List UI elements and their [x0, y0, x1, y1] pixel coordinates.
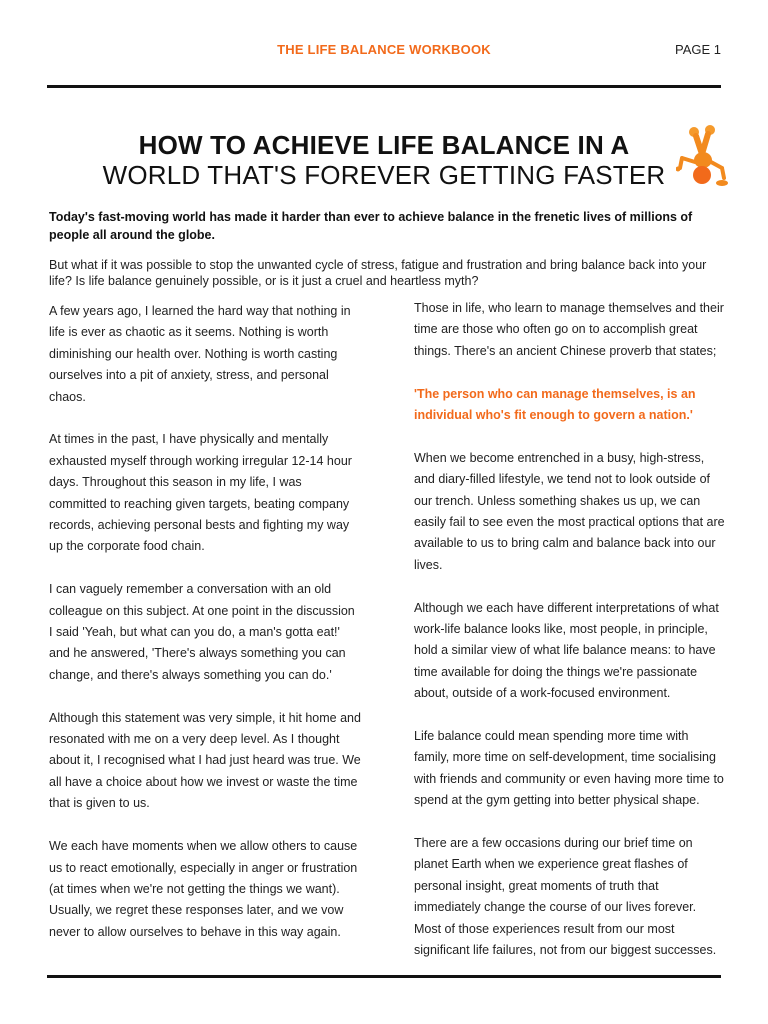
- body-paragraph: At times in the past, I have physically and mentally exhausted myself through working irregular 12-14 hour days. Throughout this season in my life, I was committed to reaching given targets, beating company records, achieving personal bests and fighting my way up the corporate food chain.: [49, 432, 352, 554]
- body-paragraph: When we become entrenched in a busy, high-stress, and diary-filled lifestyle, we tend not to look outside of our trench. Unless something shakes us up, we can easily fail to see even the most practical options that are available to us to bring calm and balance back into our lives.: [414, 450, 725, 572]
- body-paragraph: I can vaguely remember a conversation with an old colleague on this subject. At one point in the discussion I said 'Yeah, but what can you do, a man's gotta eat!' and he answered, 'There's always something you can change, and there's always something you can do.': [49, 582, 355, 682]
- article-title-line-2: WORLD THAT'S FOREVER GETTING FASTER: [102, 160, 666, 190]
- question-paragraph: But what if it was possible to stop the unwanted cycle of stress, fatigue and frustration and bring balance back into your life? Is life balance genuinely possible, or is it just a cruel and heartless myth?: [49, 258, 707, 288]
- body-paragraph: There are a few occasions during our brief time on planet Earth when we experience great flashes of personal insight, great moments of truth that immediately change the course of our lives forever. Most of those experiences result from our most significant life failures, not from our biggest successes.: [414, 836, 717, 958]
- article-title-line-1: HOW TO ACHIEVE LIFE BALANCE IN A: [138, 130, 630, 160]
- footer-divider: [47, 975, 721, 978]
- body-paragraph: A few years ago, I learned the hard way that nothing in life is ever as chaotic as it seems. Nothing is worth diminishing our health over. Nothing is worth casting ourselves into a pit of anxiety, stress, and personal chaos.: [49, 304, 351, 404]
- header-divider: [47, 85, 721, 88]
- proverb-quote: 'The person who can manage themselves, is an individual who's fit enough to govern a nation.': [414, 386, 696, 423]
- body-paragraph: Although we each have different interpretations of what work-life balance looks like, most people, in principle, hold a similar view of what life balance means: to have time available for doing the things we're passionate about, outside of a work-focused environment.: [414, 600, 719, 701]
- left-column: [49, 301, 361, 965]
- body-paragraph: Although this statement was very simple, it hit home and resonated with me on a very deep level. As I thought about it, I recognised what I had just heard was true. We all have a choice about how we invest or waste the time that is given to us.: [49, 710, 361, 811]
- intro-paragraph: Today's fast-moving world has made it harder than ever to achieve balance in the frenetic lives of millions of people all around the globe.: [49, 210, 693, 242]
- handstand-figure-icon: [676, 124, 728, 188]
- right-column: [414, 298, 726, 983]
- body-paragraph: Those in life, who learn to manage themselves and their time are those who often go on to accomplish great things. There's an ancient Chinese proverb that states;: [414, 301, 724, 358]
- workbook-title: THE LIFE BALANCE WORKBOOK: [277, 42, 491, 57]
- body-paragraph: We each have moments when we allow others to cause us to react emotionally, especially in anger or frustration (at times when we're not getting the things we want). Usually, we regret these responses later, and we vow never to allow ourselves to behave in this way again.: [49, 839, 358, 939]
- body-paragraph: Life balance could mean spending more time with family, more time on self-development, time socialising with friends and community or even having more time to spend at the gym getting into better physical shape.: [414, 729, 724, 808]
- page-number: PAGE 1: [674, 42, 721, 57]
